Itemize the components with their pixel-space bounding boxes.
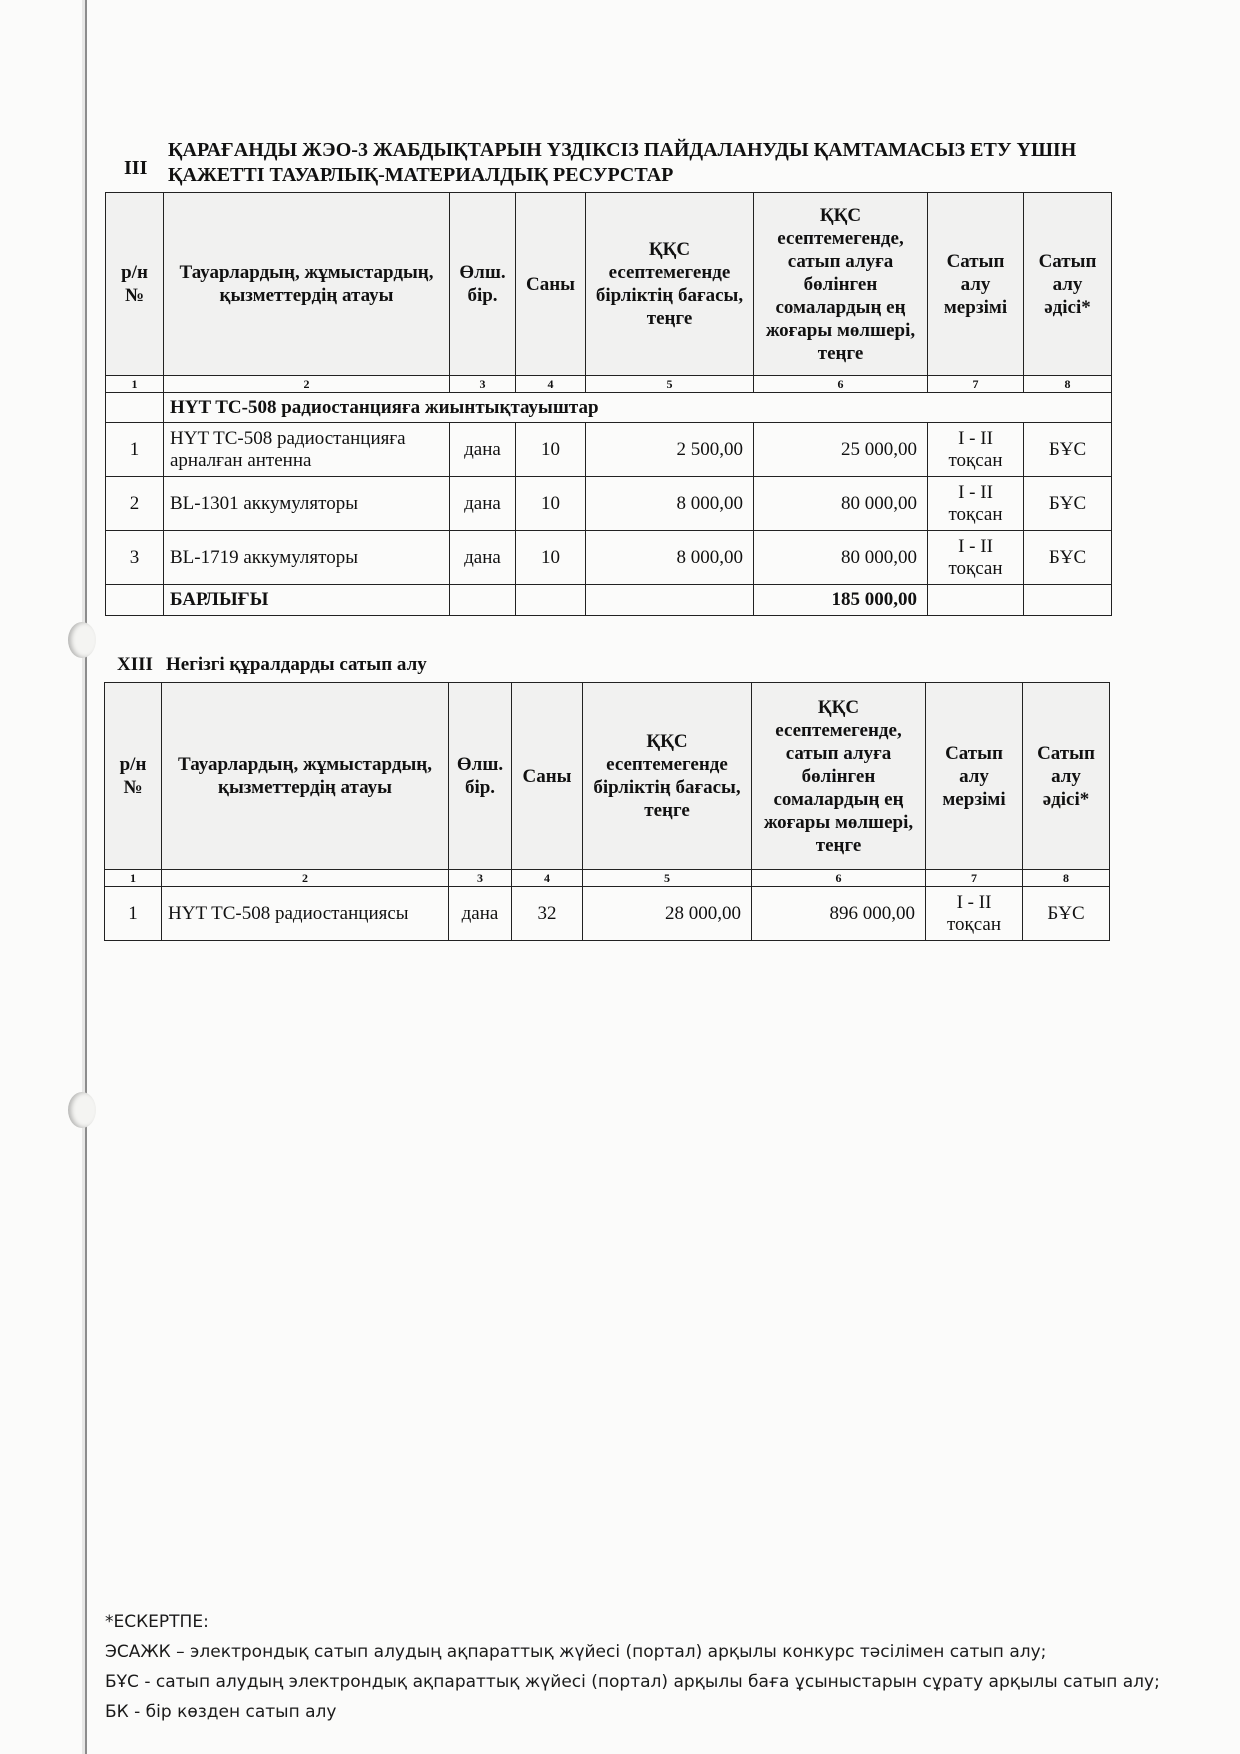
total-label: БАРЛЫҒЫ xyxy=(164,585,450,616)
header-number: р/н № xyxy=(106,193,164,376)
table-row xyxy=(106,477,1112,531)
item-sum: 25 000,00 xyxy=(754,423,928,477)
footnote xyxy=(105,1607,1205,1727)
item-unit: дана xyxy=(449,887,512,941)
item-unit: дана xyxy=(450,423,516,477)
row-number: 3 xyxy=(106,531,164,585)
item-quantity: 32 xyxy=(512,887,583,941)
item-term: I - II тоқсан xyxy=(928,531,1024,585)
column-index-row xyxy=(106,376,1112,393)
row-number: 2 xyxy=(106,477,164,531)
footnote-line: ЭСАЖК – электрондық сатып алудың ақпараттық жүйесі (портал) арқылы конкурс тәсілімен сатып алу; xyxy=(105,1642,1047,1662)
item-term: I - II тоқсан xyxy=(928,477,1024,531)
section-13-title: Негізгі құралдарды сатып алу xyxy=(166,654,427,675)
header-number: р/н № xyxy=(105,683,162,870)
column-index: 4 xyxy=(516,376,586,393)
column-index: 8 xyxy=(1023,870,1110,887)
table-row xyxy=(106,531,1112,585)
item-quantity: 10 xyxy=(516,531,586,585)
footnote-line: БК - бір көзден сатып алу xyxy=(105,1702,337,1722)
item-quantity: 10 xyxy=(516,477,586,531)
column-index-row xyxy=(105,870,1110,887)
section-13-number: XIII xyxy=(117,654,153,675)
header-method: Сатып алу әдісі* xyxy=(1023,683,1110,870)
item-unit-price: 28 000,00 xyxy=(583,887,752,941)
item-term: I - II тоқсан xyxy=(926,887,1023,941)
item-sum: 80 000,00 xyxy=(754,531,928,585)
table-header-row xyxy=(106,193,1112,376)
total-sum: 185 000,00 xyxy=(754,585,928,616)
item-method: БҰС xyxy=(1024,531,1112,585)
column-index: 6 xyxy=(754,376,928,393)
binder-line xyxy=(85,0,87,1754)
column-index: 3 xyxy=(449,870,512,887)
group-label: HYT TC-508 радиостанцияға жиынтықтауыштар xyxy=(164,393,1112,423)
header-max-sum: ҚҚС есептемегенде, сатып алуға бөлінген сомалардың ең жоғары мөлшері, теңге xyxy=(752,683,926,870)
item-term: I - II тоқсан xyxy=(928,423,1024,477)
group-row xyxy=(106,393,1112,423)
punch-hole-bottom xyxy=(68,1092,96,1128)
header-unit-price: ҚҚС есептемегенде бірліктің бағасы, теңге xyxy=(583,683,752,870)
table-row xyxy=(106,423,1112,477)
item-quantity: 10 xyxy=(516,423,586,477)
header-quantity: Саны xyxy=(512,683,583,870)
resources-table xyxy=(105,192,1112,616)
punch-hole-top xyxy=(68,622,96,658)
item-unit: дана xyxy=(450,477,516,531)
column-index: 2 xyxy=(162,870,449,887)
item-unit-price: 2 500,00 xyxy=(586,423,754,477)
section-3-title xyxy=(168,138,1076,188)
header-method: Сатып алу әдісі* xyxy=(1024,193,1112,376)
footnote-title: *ЕСКЕРТПЕ: xyxy=(105,1612,209,1632)
footnote-line: БҰС - сатып алудың электрондық ақпараттық жүйесі (портал) арқылы баға ұсыныстарын сұрату арқылы сатып алу; xyxy=(105,1672,1160,1692)
fixed-assets-table xyxy=(104,682,1110,941)
column-index: 1 xyxy=(105,870,162,887)
item-name: BL-1301 аккумуляторы xyxy=(164,477,450,531)
item-method: БҰС xyxy=(1023,887,1110,941)
item-unit-price: 8 000,00 xyxy=(586,477,754,531)
header-term: Сатып алу мерзімі xyxy=(928,193,1024,376)
column-index: 7 xyxy=(926,870,1023,887)
section-3-title-line1: ҚАРАҒАНДЫ ЖЭО-3 ЖАБДЫҚТАРЫН ҮЗДІКСІЗ ПАЙДАЛАНУДЫ ҚАМТАМАСЫЗ ЕТУ ҮШІН xyxy=(168,139,1077,161)
table-row xyxy=(105,887,1110,941)
header-quantity: Саны xyxy=(516,193,586,376)
column-index: 7 xyxy=(928,376,1024,393)
item-sum: 896 000,00 xyxy=(752,887,926,941)
table-header-row xyxy=(105,683,1110,870)
total-row xyxy=(106,585,1112,616)
column-index: 5 xyxy=(586,376,754,393)
item-unit: дана xyxy=(450,531,516,585)
header-name: Тауарлардың, жұмыстардың, қызметтердің атауы xyxy=(164,193,450,376)
header-term: Сатып алу мерзімі xyxy=(926,683,1023,870)
item-name: HYT TC-508 радиостанцияға арналған антенна xyxy=(164,423,450,477)
item-name: HYT TC-508 радиостанциясы xyxy=(162,887,449,941)
header-unit-price: ҚҚС есептемегенде бірліктің бағасы, теңге xyxy=(586,193,754,376)
header-unit: Өлш. бір. xyxy=(450,193,516,376)
column-index: 4 xyxy=(512,870,583,887)
row-number: 1 xyxy=(106,423,164,477)
item-unit-price: 8 000,00 xyxy=(586,531,754,585)
section-3-number: III xyxy=(124,157,148,179)
header-name: Тауарлардың, жұмыстардың, қызметтердің атауы xyxy=(162,683,449,870)
section-3-title-line2: ҚАЖЕТТІ ТАУАРЛЫҚ-МАТЕРИАЛДЫҚ РЕСУРСТАР xyxy=(168,164,674,186)
header-max-sum: ҚҚС есептемегенде, сатып алуға бөлінген сомалардың ең жоғары мөлшері, теңге xyxy=(754,193,928,376)
column-index: 1 xyxy=(106,376,164,393)
column-index: 2 xyxy=(164,376,450,393)
header-unit: Өлш. бір. xyxy=(449,683,512,870)
column-index: 6 xyxy=(752,870,926,887)
column-index: 8 xyxy=(1024,376,1112,393)
item-method: БҰС xyxy=(1024,423,1112,477)
item-method: БҰС xyxy=(1024,477,1112,531)
row-number: 1 xyxy=(105,887,162,941)
column-index: 5 xyxy=(583,870,752,887)
item-sum: 80 000,00 xyxy=(754,477,928,531)
item-name: BL-1719 аккумуляторы xyxy=(164,531,450,585)
column-index: 3 xyxy=(450,376,516,393)
